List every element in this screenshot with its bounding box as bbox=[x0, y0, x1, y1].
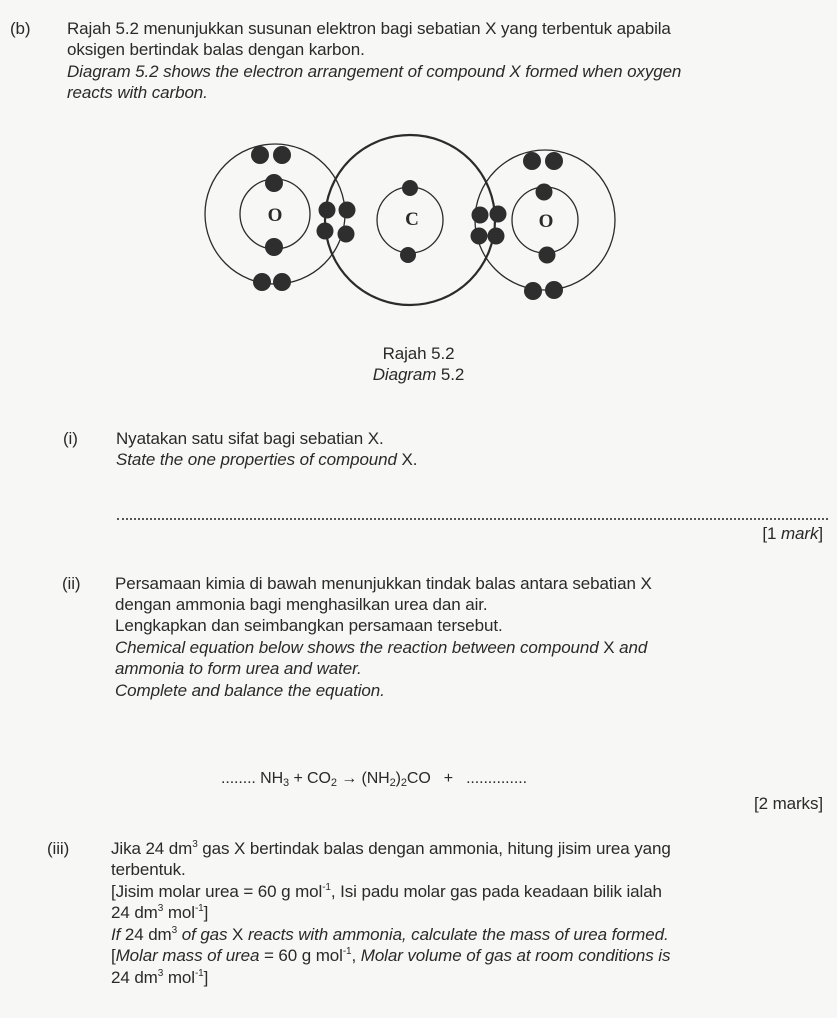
text: , Isi padu molar gas pada keadaan bilik ialah bbox=[330, 882, 662, 901]
question-iii-malay-line4 bbox=[111, 902, 208, 923]
text: X bbox=[227, 925, 248, 944]
atom-symbol: O bbox=[538, 211, 554, 232]
question-i-english-tail: X. bbox=[401, 450, 418, 469]
carbon-dioxide: + CO bbox=[293, 770, 331, 787]
question-iii-malay-line3 bbox=[111, 881, 662, 902]
english-x: X bbox=[603, 638, 615, 657]
mark-word: mark bbox=[780, 524, 819, 543]
question-ii-malay-line3: Lengkapkan dan seimbangkan persamaan tersebut. bbox=[115, 616, 503, 635]
caption-number: 5.2 bbox=[440, 365, 465, 384]
diagram-caption-english bbox=[0, 364, 837, 385]
atom-symbol: O bbox=[267, 205, 283, 226]
question-ii-label: (ii) bbox=[62, 574, 81, 593]
subscript: 2 bbox=[330, 777, 337, 789]
question-ii-malay-line1: Persamaan kimia di bawah menunjukkan tindak balas antara sebatian X bbox=[115, 574, 652, 593]
text: mol bbox=[163, 968, 195, 987]
text: ] bbox=[203, 968, 209, 987]
intro-english-line2: reacts with carbon. bbox=[67, 83, 208, 102]
chemical-equation bbox=[221, 768, 527, 789]
text: ] bbox=[203, 903, 209, 922]
answer-line-i[interactable] bbox=[117, 518, 828, 520]
superscript: 3 bbox=[192, 839, 198, 850]
superscript: -1 bbox=[194, 968, 204, 979]
question-i-english-italic: State the one properties of compound bbox=[116, 450, 397, 469]
urea-tail: CO bbox=[406, 770, 431, 787]
superscript: 3 bbox=[157, 903, 164, 914]
superscript: -1 bbox=[342, 946, 352, 957]
question-iii-english-line1 bbox=[111, 924, 669, 945]
plus-sign: + bbox=[443, 770, 454, 787]
question-iii-malay-line2: terbentuk. bbox=[111, 860, 186, 879]
question-ii-english-line2: ammonia to form urea and water. bbox=[115, 659, 362, 678]
mark-open: [1 bbox=[762, 524, 781, 543]
text: [ bbox=[111, 946, 116, 965]
text: 24 dm bbox=[111, 968, 158, 987]
question-i-label: (i) bbox=[63, 429, 78, 448]
atom-symbol: C bbox=[405, 209, 419, 230]
caption-italic: Diagram bbox=[372, 365, 437, 384]
intro-malay-line2: oksigen bertindak balas dengan karbon. bbox=[67, 40, 365, 59]
reaction-arrow: → bbox=[341, 770, 358, 787]
question-iii-english-line3 bbox=[111, 967, 208, 988]
text: reacts with ammonia, calculate the mass of urea formed. bbox=[247, 925, 669, 944]
electron-arrangement-diagram bbox=[190, 130, 630, 320]
question-i-english bbox=[116, 449, 417, 470]
superscript: -1 bbox=[194, 903, 204, 914]
question-iii-malay-line1 bbox=[111, 838, 671, 859]
text: Jika 24 dm bbox=[111, 839, 193, 858]
superscript: 3 bbox=[157, 968, 164, 979]
text: , bbox=[351, 946, 361, 965]
text: gas X bertindak balas dengan ammonia, hitung jisim urea yang bbox=[197, 839, 671, 858]
superscript: -1 bbox=[322, 882, 331, 893]
intro-malay-line1: Rajah 5.2 menunjukkan susunan elektron bagi sebatian X yang terbentuk apabila bbox=[67, 19, 671, 38]
english-italic: Chemical equation below shows the reaction between compound bbox=[115, 638, 599, 657]
question-ii-english-line3: Complete and balance the equation. bbox=[115, 681, 385, 700]
diagram-caption-malay: Rajah 5.2 bbox=[382, 344, 455, 363]
question-iii-english-line2 bbox=[111, 945, 670, 966]
text: Molar mass of urea bbox=[115, 946, 260, 965]
text: mol bbox=[163, 903, 195, 922]
text: = 60 g mol bbox=[259, 946, 343, 965]
text: 24 dm bbox=[111, 903, 158, 922]
text: of gas bbox=[177, 925, 228, 944]
urea: (NH bbox=[361, 770, 390, 787]
question-iii-label: (iii) bbox=[47, 839, 70, 858]
english-and: and bbox=[619, 638, 648, 657]
question-ii-marks: [2 marks] bbox=[753, 794, 823, 813]
question-ii-malay-line2: dengan ammonia bagi menghasilkan urea dan air. bbox=[115, 595, 488, 614]
equation-blank-product[interactable]: .............. bbox=[466, 770, 527, 787]
intro-english-line1: Diagram 5.2 shows the electron arrangement of compound X formed when oxygen bbox=[67, 62, 682, 81]
urea-bracket: ) bbox=[395, 770, 401, 787]
part-label: (b) bbox=[10, 19, 31, 38]
question-ii-english-line1 bbox=[115, 637, 647, 658]
equation-blank-coefficient[interactable]: ........ bbox=[221, 770, 256, 787]
superscript: 3 bbox=[171, 925, 178, 936]
question-i-marks bbox=[762, 523, 823, 544]
mark-close: ] bbox=[818, 524, 823, 543]
text: [Jisim molar urea = 60 g mol bbox=[111, 882, 323, 901]
subscript: 2 bbox=[400, 777, 407, 789]
subscript: 3 bbox=[283, 777, 290, 789]
ammonia: NH bbox=[260, 770, 284, 787]
text: Molar volume of gas at room conditions is bbox=[360, 946, 671, 965]
text: 24 dm bbox=[120, 925, 172, 944]
question-i-malay: Nyatakan satu sifat bagi sebatian X. bbox=[116, 429, 384, 448]
subscript: 2 bbox=[389, 777, 396, 789]
text: If bbox=[111, 925, 121, 944]
